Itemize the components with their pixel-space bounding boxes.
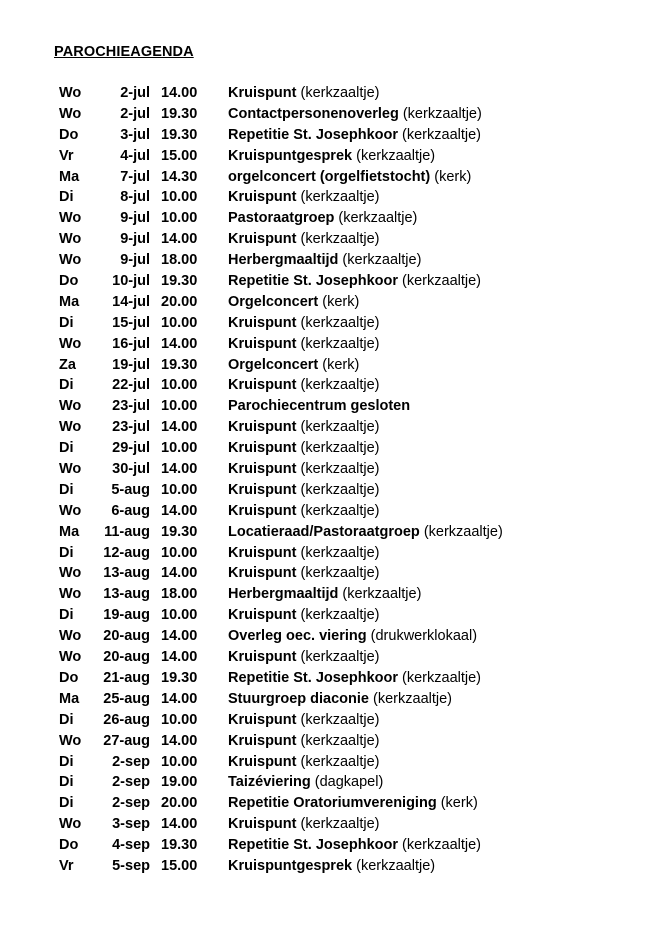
agenda-day: Vr (59, 147, 74, 164)
agenda-date: 7-jul (120, 168, 150, 185)
agenda-event-title: Repetitie St. Josephkoor (228, 669, 399, 686)
agenda-day: Di (59, 544, 74, 561)
agenda-day: Do (59, 126, 79, 143)
agenda-day: Wo (59, 85, 82, 101)
agenda-time: 14.00 (161, 732, 198, 749)
agenda-event (228, 375, 379, 396)
agenda-event-location: (kerkzaaltje) (352, 857, 436, 874)
agenda-row (0, 668, 667, 689)
agenda-date: 20-aug (103, 628, 150, 645)
agenda-day: Wo (59, 461, 82, 478)
agenda-event-location: (kerkzaaltje) (296, 711, 380, 728)
agenda-day: Do (59, 273, 79, 290)
agenda-date: 5-aug (111, 481, 150, 498)
agenda-day: Di (59, 753, 74, 770)
agenda-event-location: (kerkzaaltje) (296, 649, 380, 666)
agenda-event-title: Contactpersonenoverleg (228, 105, 399, 122)
agenda-row (0, 752, 667, 773)
agenda-event-title: Stuurgroep diaconie (228, 690, 369, 707)
agenda-event-location: (kerkzaaltje) (369, 690, 452, 707)
agenda-event-title: Kruispunt (228, 189, 297, 206)
agenda-row (0, 689, 667, 710)
agenda-event (228, 752, 379, 773)
agenda-event (228, 208, 417, 229)
agenda-day: Di (59, 377, 74, 394)
agenda-date: 26-aug (103, 711, 150, 728)
agenda-event-location: (kerkzaaltje) (338, 252, 422, 269)
agenda-date: 8-jul (120, 189, 150, 206)
agenda-row (0, 856, 667, 877)
agenda-event-title: Kruispunt (228, 711, 297, 728)
agenda-event (228, 104, 482, 125)
agenda-row (0, 334, 667, 355)
agenda-row (0, 313, 667, 334)
agenda-day: Ma (59, 523, 80, 540)
agenda-day: Wo (59, 231, 82, 248)
agenda-event-title: Kruispunt (228, 544, 297, 561)
agenda-time: 20.00 (161, 293, 198, 310)
agenda-date: 9-jul (120, 231, 150, 248)
agenda-event-title: Kruispunt (228, 377, 297, 394)
agenda-time: 14.00 (161, 85, 198, 101)
agenda-row (0, 647, 667, 668)
agenda-event (228, 668, 481, 689)
agenda-event-location: (kerkzaaltje) (296, 335, 380, 352)
agenda-event (228, 229, 379, 250)
agenda-event-location: (kerkzaaltje) (296, 816, 380, 833)
agenda-row (0, 417, 667, 438)
agenda-row (0, 459, 667, 480)
agenda-time: 10.00 (161, 753, 198, 770)
agenda-event (228, 626, 477, 647)
agenda-event (228, 731, 379, 752)
agenda-time: 14.00 (161, 628, 198, 645)
agenda-time: 10.00 (161, 481, 198, 498)
agenda-event-location: (kerkzaaltje) (296, 189, 380, 206)
agenda-event-location: (kerkzaaltje) (398, 273, 482, 290)
agenda-event-title: Kruispunt (228, 502, 297, 519)
agenda-event-title: Pastoraatgroep (228, 210, 335, 227)
agenda-date: 4-sep (112, 837, 150, 854)
agenda-day: Wo (59, 335, 82, 352)
agenda-event-title: Herbergmaaltijd (228, 252, 339, 269)
agenda-event (228, 313, 379, 334)
agenda-row (0, 375, 667, 396)
agenda-event (228, 835, 481, 856)
agenda-day: Do (59, 669, 79, 686)
agenda-date: 3-jul (120, 126, 150, 143)
agenda-event-location: (kerkzaaltje) (296, 607, 380, 624)
agenda-day: Za (59, 356, 76, 373)
agenda-date: 20-aug (103, 649, 150, 666)
agenda-date: 22-jul (112, 377, 150, 394)
agenda-event-location: (kerkzaaltje) (398, 669, 482, 686)
agenda-event (228, 522, 503, 543)
agenda-event-title: Kruispunt (228, 481, 297, 498)
agenda-row (0, 835, 667, 856)
agenda-event-location: (kerkzaaltje) (338, 586, 422, 603)
agenda-row (0, 480, 667, 501)
agenda-event-title: Herbergmaaltijd (228, 586, 339, 603)
agenda-event (228, 710, 379, 731)
agenda-event-title: Kruispunt (228, 231, 297, 248)
agenda-event-location: (kerkzaaltje) (296, 481, 380, 498)
agenda-time: 14.00 (161, 502, 198, 519)
agenda-event (228, 501, 379, 522)
agenda-time: 10.00 (161, 544, 198, 561)
agenda-event-location: (kerkzaaltje) (296, 565, 380, 582)
agenda-date: 27-aug (103, 732, 150, 749)
agenda-event (228, 480, 379, 501)
agenda-row (0, 563, 667, 584)
agenda-time: 15.00 (161, 147, 198, 164)
agenda-time: 14.00 (161, 690, 198, 707)
agenda-event-title: Locatieraad/Pastoraatgroep (228, 523, 420, 540)
agenda-row (0, 543, 667, 564)
agenda-row (0, 355, 667, 376)
agenda-day: Wo (59, 816, 82, 833)
agenda-day: Di (59, 607, 74, 624)
agenda-row (0, 793, 667, 814)
agenda-date: 2-sep (112, 753, 150, 770)
agenda-day: Wo (59, 586, 82, 603)
agenda-event (228, 355, 359, 376)
agenda-event (228, 250, 421, 271)
agenda-event (228, 814, 379, 835)
agenda-day: Do (59, 837, 79, 854)
agenda-time: 19.30 (161, 126, 198, 143)
agenda-event-title: Kruispunt (228, 335, 297, 352)
agenda-event-title: Kruispuntgesprek (228, 857, 353, 874)
agenda-event (228, 647, 379, 668)
agenda-row (0, 710, 667, 731)
agenda-time: 10.00 (161, 210, 198, 227)
agenda-event-title: Kruispunt (228, 565, 297, 582)
agenda-event-location: (kerkzaaltje) (296, 502, 380, 519)
agenda-date: 9-jul (120, 210, 150, 227)
agenda-time: 14.00 (161, 649, 198, 666)
agenda-event-location: (kerkzaaltje) (398, 126, 482, 143)
agenda-time: 19.30 (161, 523, 198, 540)
agenda-day: Wo (59, 628, 82, 645)
agenda-event-title: Kruispuntgesprek (228, 147, 353, 164)
agenda-event-location: (kerk) (430, 168, 472, 185)
agenda-day: Wo (59, 502, 82, 519)
agenda-event (228, 543, 379, 564)
agenda-row (0, 167, 667, 188)
agenda-time: 19.30 (161, 837, 198, 854)
agenda-time: 10.00 (161, 607, 198, 624)
agenda-event (228, 125, 481, 146)
agenda-date: 29-jul (112, 440, 150, 457)
agenda-event-title: Kruispunt (228, 419, 297, 436)
agenda-time: 18.00 (161, 586, 198, 603)
agenda-event-location: (dagkapel) (310, 774, 384, 791)
agenda-day: Wo (59, 732, 82, 749)
agenda-time: 18.00 (161, 252, 198, 269)
agenda-time: 19.30 (161, 105, 198, 122)
agenda-date: 10-jul (112, 273, 150, 290)
agenda-time: 19.00 (161, 774, 198, 791)
agenda-time: 14.00 (161, 565, 198, 582)
agenda-time: 15.00 (161, 857, 198, 874)
agenda-row (0, 229, 667, 250)
agenda-day: Wo (59, 419, 82, 436)
agenda-row (0, 187, 667, 208)
agenda-date: 9-jul (120, 252, 150, 269)
agenda-event (228, 146, 435, 167)
agenda-row (0, 605, 667, 626)
agenda-event-location: (kerkzaaltje) (296, 732, 380, 749)
agenda-day: Ma (59, 690, 80, 707)
agenda-time: 10.00 (161, 314, 198, 331)
agenda-time: 14.00 (161, 335, 198, 352)
agenda-day: Wo (59, 398, 82, 415)
agenda-event-location: (kerkzaaltje) (296, 377, 380, 394)
agenda-date: 25-aug (103, 690, 150, 707)
agenda-time: 14.30 (161, 168, 198, 185)
agenda-event-title: Kruispunt (228, 816, 297, 833)
agenda-event (228, 334, 379, 355)
agenda-event-title: Orgelconcert (228, 356, 319, 373)
agenda-day: Di (59, 711, 74, 728)
agenda-event-location: (kerkzaaltje) (296, 85, 380, 101)
agenda-day: Ma (59, 168, 80, 185)
agenda-row (0, 271, 667, 292)
agenda-day: Wo (59, 565, 82, 582)
agenda-event (228, 772, 383, 793)
agenda-event-location: (kerkzaaltje) (334, 210, 418, 227)
agenda-event (228, 689, 452, 710)
agenda-event-title: Repetitie St. Josephkoor (228, 273, 399, 290)
agenda-event-location: (kerkzaaltje) (296, 544, 380, 561)
agenda-time: 10.00 (161, 189, 198, 206)
agenda-event-title: Repetitie St. Josephkoor (228, 126, 399, 143)
agenda-time: 19.30 (161, 356, 198, 373)
agenda-event (228, 396, 410, 417)
page-title: PAROCHIEAGENDA (54, 44, 194, 60)
agenda-time: 10.00 (161, 711, 198, 728)
agenda-event-title: Parochiecentrum gesloten (228, 398, 411, 415)
agenda-day: Di (59, 481, 74, 498)
agenda-row (0, 731, 667, 752)
agenda-day: Ma (59, 293, 80, 310)
agenda-date: 2-jul (120, 105, 150, 122)
agenda-event-title: Kruispunt (228, 314, 297, 331)
agenda-event-title: Orgelconcert (228, 293, 319, 310)
agenda-time: 14.00 (161, 816, 198, 833)
agenda-row (0, 250, 667, 271)
agenda-row (0, 208, 667, 229)
agenda-day: Vr (59, 857, 74, 874)
agenda-event-title: Taizéviering (228, 774, 311, 791)
agenda-event-location: (kerkzaaltje) (352, 147, 436, 164)
agenda-row (0, 104, 667, 125)
agenda-date: 6-aug (111, 502, 150, 519)
agenda-row (0, 501, 667, 522)
agenda-row (0, 83, 667, 104)
agenda-event-title: Kruispunt (228, 461, 297, 478)
agenda-row (0, 814, 667, 835)
agenda-date: 5-sep (112, 857, 150, 874)
agenda-date: 3-sep (112, 816, 150, 833)
agenda-event (228, 417, 379, 438)
agenda-event-title: orgelconcert (orgelfietstocht) (228, 168, 431, 185)
agenda-time: 10.00 (161, 377, 198, 394)
agenda-event-location: (kerkzaaltje) (419, 523, 503, 540)
agenda-row (0, 292, 667, 313)
agenda-event-title: Repetitie Oratoriumvereniging (228, 795, 437, 812)
agenda-row (0, 146, 667, 167)
agenda-date: 13-aug (103, 586, 150, 603)
agenda-row (0, 125, 667, 146)
agenda-day: Di (59, 189, 74, 206)
agenda-event (228, 83, 379, 104)
agenda-date: 23-jul (112, 419, 150, 436)
agenda-time: 19.30 (161, 669, 198, 686)
agenda-date: 2-jul (120, 85, 150, 101)
agenda-day: Di (59, 440, 74, 457)
agenda-time: 14.00 (161, 461, 198, 478)
agenda-row (0, 584, 667, 605)
agenda-row (0, 396, 667, 417)
agenda-date: 11-aug (104, 523, 150, 540)
agenda-row (0, 626, 667, 647)
agenda-time: 10.00 (161, 440, 198, 457)
agenda-event-location: (kerkzaaltje) (296, 314, 380, 331)
agenda-date: 12-aug (103, 544, 150, 561)
agenda-event-location: (kerkzaaltje) (296, 419, 380, 436)
agenda-event-location: (kerkzaaltje) (296, 461, 380, 478)
agenda-event-location: (drukwerklokaal) (366, 628, 478, 645)
agenda-event-title: Kruispunt (228, 753, 297, 770)
agenda-event-location: (kerkzaaltje) (296, 753, 380, 770)
agenda-day: Di (59, 795, 74, 812)
agenda-day: Di (59, 314, 74, 331)
agenda-time: 14.00 (161, 231, 198, 248)
agenda-event (228, 563, 379, 584)
agenda-day: Wo (59, 105, 82, 122)
agenda-date: 13-aug (103, 565, 150, 582)
agenda-event-title: Kruispunt (228, 649, 297, 666)
agenda-day: Di (59, 774, 74, 791)
agenda-time: 19.30 (161, 273, 198, 290)
agenda-event (228, 793, 478, 814)
agenda-date: 19-aug (103, 607, 150, 624)
agenda-date: 19-jul (112, 356, 150, 373)
agenda-day: Wo (59, 649, 82, 666)
agenda-date: 21-aug (103, 669, 150, 686)
agenda-event (228, 605, 379, 626)
agenda-event (228, 187, 379, 208)
agenda-row (0, 772, 667, 793)
agenda-row (0, 522, 667, 543)
agenda-event-title: Kruispunt (228, 607, 297, 624)
agenda-date: 23-jul (112, 398, 150, 415)
agenda-event-title: Kruispunt (228, 732, 297, 749)
agenda-event-location: (kerkzaaltje) (398, 105, 482, 122)
agenda-event (228, 856, 435, 877)
agenda-time: 14.00 (161, 419, 198, 436)
agenda-date: 2-sep (112, 774, 150, 791)
agenda-event-location: (kerkzaaltje) (296, 440, 380, 457)
agenda-row (0, 438, 667, 459)
agenda-event (228, 459, 379, 480)
agenda-event-location: (kerkzaaltje) (296, 231, 380, 248)
agenda-date: 4-jul (120, 147, 150, 164)
agenda-date: 16-jul (112, 335, 150, 352)
agenda-time: 10.00 (161, 398, 198, 415)
agenda-event-title: Overleg oec. viering (228, 628, 367, 645)
agenda-event-title: Repetitie St. Josephkoor (228, 837, 399, 854)
agenda-date: 14-jul (112, 293, 150, 310)
agenda-event (228, 271, 481, 292)
agenda-event (228, 584, 421, 605)
agenda-event-location: (kerk) (436, 795, 478, 812)
agenda-time: 20.00 (161, 795, 198, 812)
agenda-date: 30-jul (112, 461, 150, 478)
agenda-date: 2-sep (112, 795, 150, 812)
agenda-event-location: (kerk) (318, 293, 360, 310)
agenda-event-title: Kruispunt (228, 440, 297, 457)
agenda-day: Wo (59, 210, 82, 227)
agenda-event-location: (kerk) (318, 356, 360, 373)
agenda-date: 15-jul (112, 314, 150, 331)
agenda-event (228, 292, 359, 313)
agenda-event-location: (kerkzaaltje) (398, 837, 482, 854)
agenda-day: Wo (59, 252, 82, 269)
agenda-event (228, 167, 471, 188)
agenda-list (0, 83, 667, 877)
agenda-event-title: Kruispunt (228, 85, 297, 101)
agenda-event (228, 438, 379, 459)
